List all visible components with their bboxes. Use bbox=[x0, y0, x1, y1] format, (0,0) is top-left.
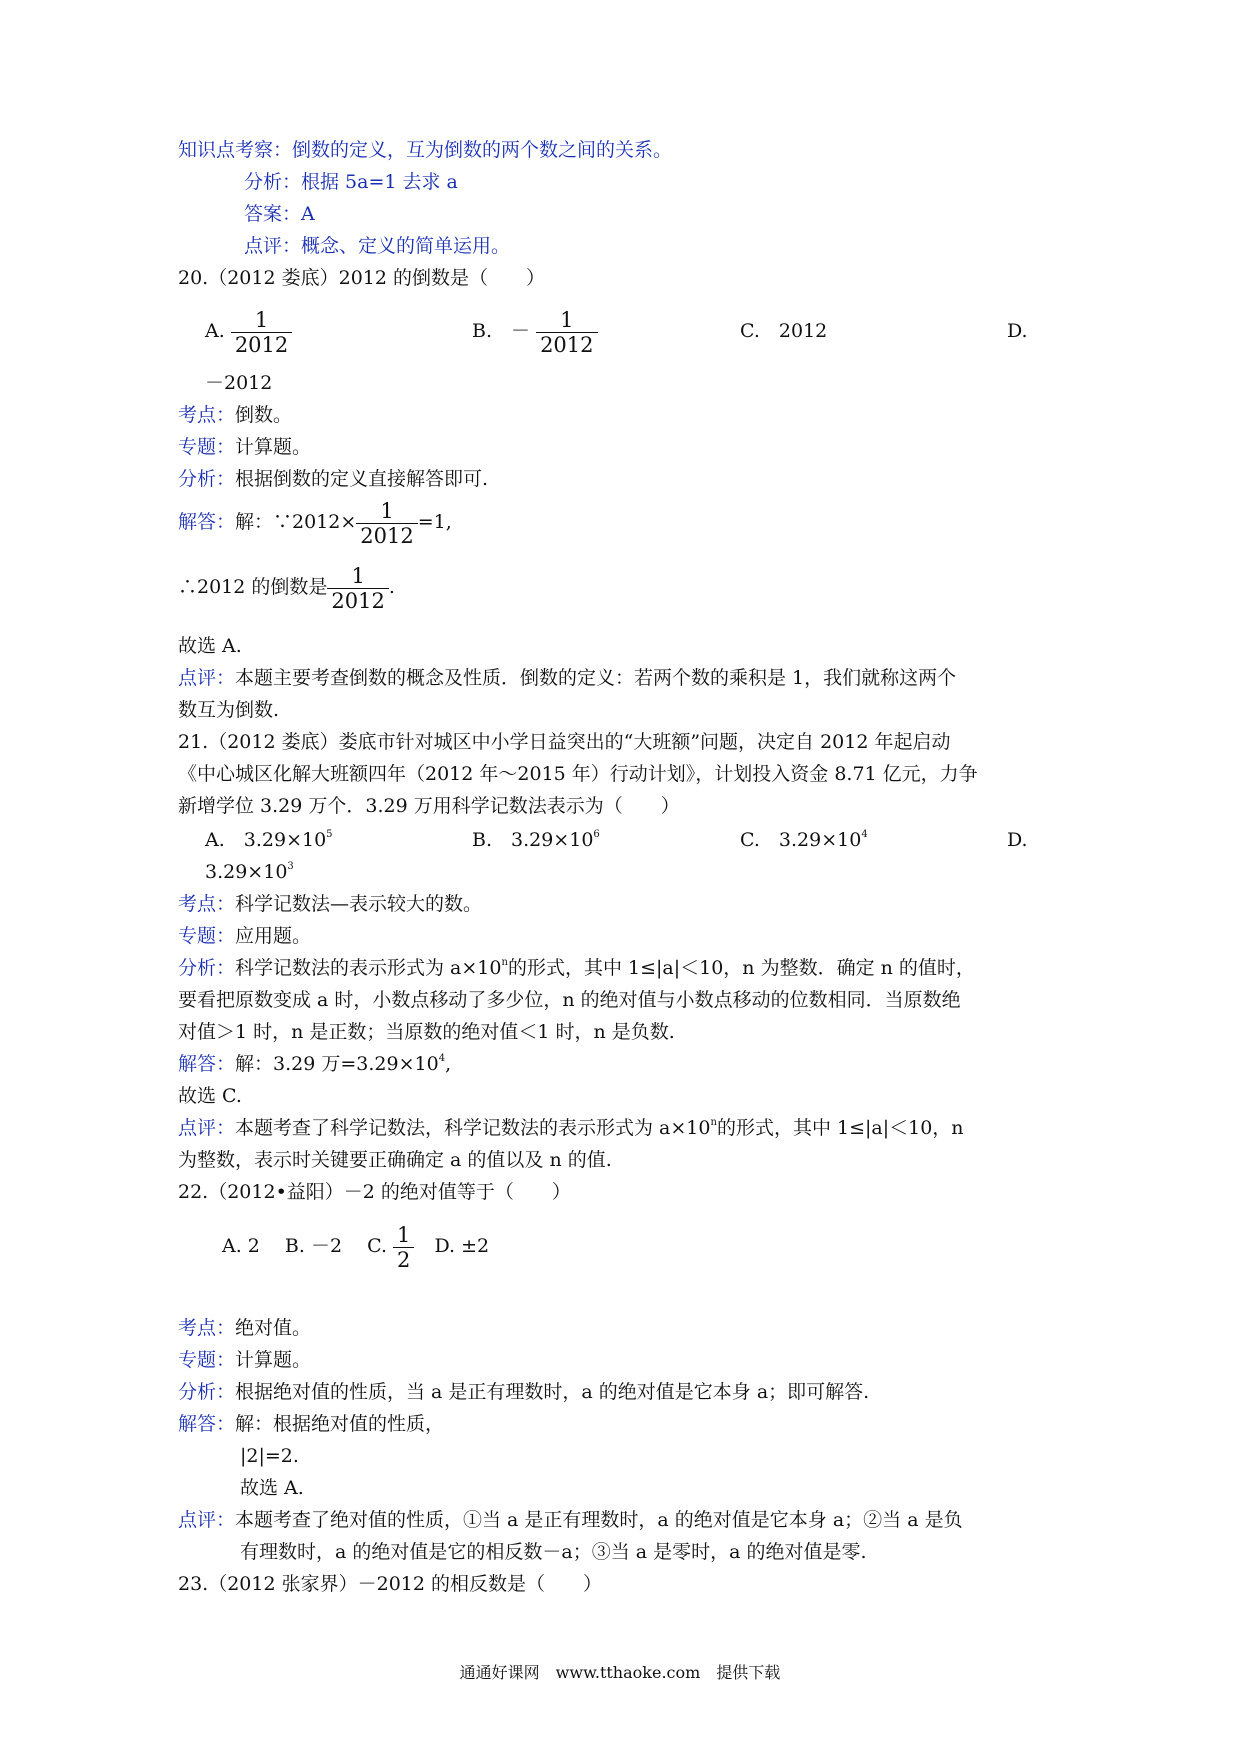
q20-option-b-num: 1 bbox=[536, 308, 597, 333]
q20-dianping-label: 点评： bbox=[178, 667, 236, 689]
q22-jieda-line bbox=[178, 1411, 444, 1437]
answer-text: A bbox=[301, 203, 315, 225]
q21-option-c-text: C. 3.29×10 bbox=[740, 829, 862, 851]
q21-option-d-exp: 3 bbox=[287, 861, 294, 872]
q20-dianping-text-1: 本题主要考查倒数的概念及性质．倒数的定义：若两个数的乘积是 1，我们就称这两个 bbox=[235, 667, 957, 689]
q22-stem: 22.（2012•益阳）－2 的绝对值等于（ ） bbox=[178, 1181, 571, 1203]
q20-therefore-post: . bbox=[388, 576, 395, 598]
q20-guxuan: 故选 A. bbox=[178, 635, 242, 657]
q21-jieda-exp: 4 bbox=[438, 1053, 446, 1064]
q20-kaodian-line bbox=[178, 402, 292, 428]
intro-answer-line bbox=[244, 201, 315, 227]
q22-options-ab: A. 2 B. －2 C. bbox=[222, 1235, 387, 1257]
q20-therefore-fraction bbox=[327, 564, 388, 613]
q20-zhuanti-text: 计算题。 bbox=[235, 436, 312, 458]
q20-jieda-fraction bbox=[356, 499, 417, 548]
q20-option-b-den: 2012 bbox=[540, 332, 594, 357]
analysis-label: 分析： bbox=[244, 171, 302, 193]
q20-option-a-num: 1 bbox=[231, 308, 292, 333]
q21-option-a bbox=[205, 827, 333, 853]
q21-fenxi-line-1 bbox=[178, 955, 975, 981]
q21-fenxi-line-3: 对值＞1 时，n 是正数；当原数的绝对值＜1 时，n 是负数. bbox=[178, 1021, 675, 1043]
q22-option-c-den: 2 bbox=[397, 1247, 411, 1272]
q21-jieda-b: , bbox=[445, 1053, 452, 1075]
q22-guxuan: 故选 A. bbox=[240, 1477, 304, 1499]
q22-kaodian-label: 考点： bbox=[178, 1317, 236, 1339]
q20-option-a bbox=[205, 307, 292, 357]
q21-fenxi-label: 分析： bbox=[178, 957, 236, 979]
q22-jieda-text: 解：根据绝对值的性质， bbox=[235, 1413, 445, 1435]
q20-therefore-line bbox=[178, 563, 395, 613]
q23-stem: 23.（2012 张家界）－2012 的相反数是（ ） bbox=[178, 1573, 603, 1595]
q20-stem: 20.（2012 娄底）2012 的倒数是（ ） bbox=[178, 267, 546, 289]
q21-kaodian-text: 科学记数法—表示较大的数。 bbox=[235, 893, 483, 915]
q22-fenxi-label: 分析： bbox=[178, 1381, 236, 1403]
q20-jieda-line bbox=[178, 498, 452, 548]
q22-zhuanti-label: 专题： bbox=[178, 1349, 236, 1371]
q22-fenxi-line bbox=[178, 1379, 869, 1405]
q22-kaodian-line bbox=[178, 1315, 311, 1341]
q21-fenxi-1b: 的形式，其中 1≤|a|＜10，n 为整数．确定 n 的值时， bbox=[507, 957, 975, 979]
intro-knowledge-line bbox=[178, 137, 672, 163]
q21-stem-1: 21.（2012 娄底）娄底市针对城区中小学日益突出的“大班额”问题，决定自 2012 年起启动 bbox=[178, 731, 951, 753]
q20-kaodian-label: 考点： bbox=[178, 404, 236, 426]
q21-option-d-text: 3.29×10 bbox=[205, 861, 288, 883]
q20-therefore-num: 1 bbox=[327, 564, 388, 589]
q20-option-b-fraction bbox=[536, 308, 597, 357]
q21-dianping-1b: 的形式，其中 1≤|a|＜10，n bbox=[716, 1117, 964, 1139]
q21-zhuanti-line bbox=[178, 923, 311, 949]
q22-zhuanti-text: 计算题。 bbox=[235, 1349, 312, 1371]
q21-jieda-label: 解答： bbox=[178, 1053, 236, 1075]
knowledge-label: 知识点考察： bbox=[178, 139, 293, 161]
q21-zhuanti-text: 应用题。 bbox=[235, 925, 312, 947]
q21-jieda-line bbox=[178, 1051, 451, 1077]
q21-option-c bbox=[740, 827, 868, 853]
comment-text: 概念、定义的简单运用。 bbox=[301, 235, 511, 257]
q22-fenxi-text: 根据绝对值的性质，当 a 是正有理数时，a 的绝对值是它本身 a；即可解答. bbox=[235, 1381, 870, 1403]
q20-therefore-den: 2012 bbox=[331, 588, 385, 613]
q21-option-b-exp: 6 bbox=[593, 829, 600, 840]
q20-jieda-post: =1, bbox=[417, 511, 452, 533]
intro-analysis-line bbox=[244, 169, 458, 195]
q20-jieda-num: 1 bbox=[356, 499, 417, 524]
q20-option-b-letter: B. － bbox=[472, 320, 531, 342]
q21-option-d-letter: D. bbox=[1007, 829, 1028, 851]
q21-option-a-text: A. 3.29×10 bbox=[205, 829, 327, 851]
q21-dianping-exp: n bbox=[710, 1117, 717, 1128]
q22-option-c-fraction bbox=[393, 1223, 414, 1272]
q21-dianping-1a: 本题考查了科学记数法，科学记数法的表示形式为 a×10 bbox=[235, 1117, 711, 1139]
q21-dianping-line-1 bbox=[178, 1115, 964, 1141]
q22-option-c-num: 1 bbox=[393, 1223, 414, 1248]
q22-dianping-line-2: 有理数时，a 的绝对值是它的相反数－a；③当 a 是零时，a 的绝对值是零. bbox=[240, 1541, 867, 1563]
q20-fenxi-text: 根据倒数的定义直接解答即可. bbox=[235, 468, 489, 490]
q21-option-b-text: B. 3.29×10 bbox=[472, 829, 594, 851]
q21-guxuan: 故选 C. bbox=[178, 1085, 242, 1107]
q20-fenxi-line bbox=[178, 466, 488, 492]
q21-kaodian-line bbox=[178, 891, 482, 917]
q21-zhuanti-label: 专题： bbox=[178, 925, 236, 947]
q22-options bbox=[222, 1222, 489, 1272]
q20-jieda-pre: 解：∵2012× bbox=[235, 511, 357, 533]
intro-comment-line bbox=[244, 233, 510, 259]
q20-dianping-line-2: 数互为倒数. bbox=[178, 699, 280, 721]
q20-jieda-den: 2012 bbox=[360, 523, 414, 548]
q20-kaodian-text: 倒数。 bbox=[235, 404, 293, 426]
q20-zhuanti-label: 专题： bbox=[178, 436, 236, 458]
q22-zhuanti-line bbox=[178, 1347, 311, 1373]
q21-fenxi-1a: 科学记数法的表示形式为 a×10 bbox=[235, 957, 502, 979]
q20-option-a-den: 2012 bbox=[234, 332, 289, 357]
q21-dianping-label: 点评： bbox=[178, 1117, 236, 1139]
q22-abs-line: |2|=2. bbox=[240, 1445, 299, 1467]
q21-dianping-line-2: 为整数，表示时关键要正确确定 a 的值以及 n 的值. bbox=[178, 1149, 612, 1171]
q20-dianping-line-1 bbox=[178, 665, 956, 691]
q20-option-a-letter: A. bbox=[205, 320, 225, 342]
q20-option-b bbox=[472, 307, 598, 357]
q21-option-d-value bbox=[205, 859, 294, 885]
q20-option-c: C. 2012 bbox=[740, 320, 828, 342]
q21-fenxi-exp: n bbox=[501, 957, 508, 968]
q20-jieda-label: 解答： bbox=[178, 511, 236, 533]
q22-dianping-line-1 bbox=[178, 1507, 963, 1533]
page-footer: 通通好课网 www.tthaoke.com 提供下载 bbox=[459, 1663, 781, 1682]
q21-option-c-exp: 4 bbox=[861, 829, 868, 840]
q21-stem-3: 新增学位 3.29 万个．3.29 万用科学记数法表示为（ ） bbox=[178, 795, 680, 817]
q20-option-d-letter: D. bbox=[1007, 320, 1028, 342]
answer-label: 答案： bbox=[244, 203, 302, 225]
q20-fenxi-label: 分析： bbox=[178, 468, 236, 490]
q22-dianping-label: 点评： bbox=[178, 1509, 236, 1531]
q20-option-a-fraction bbox=[231, 308, 292, 357]
q20-zhuanti-line bbox=[178, 434, 311, 460]
comment-label: 点评： bbox=[244, 235, 302, 257]
q20-option-d-value: －2012 bbox=[205, 372, 273, 394]
q22-kaodian-text: 绝对值。 bbox=[235, 1317, 312, 1339]
q21-kaodian-label: 考点： bbox=[178, 893, 236, 915]
q22-dianping-text-1: 本题考查了绝对值的性质，①当 a 是正有理数时，a 的绝对值是它本身 a；②当 a 是负 bbox=[235, 1509, 963, 1531]
analysis-text: 根据 5a=1 去求 a bbox=[301, 171, 458, 193]
q21-jieda-a: 解：3.29 万=3.29×10 bbox=[235, 1053, 439, 1075]
q21-fenxi-line-2: 要看把原数变成 a 时，小数点移动了多少位，n 的绝对值与小数点移动的位数相同．当原数绝 bbox=[178, 989, 961, 1011]
q20-therefore-pre: ∴2012 的倒数是 bbox=[178, 576, 328, 598]
q22-option-d: D. ±2 bbox=[434, 1235, 490, 1257]
q21-option-a-exp: 5 bbox=[326, 829, 333, 840]
q21-stem-2: 《中心城区化解大班额四年（2012 年～2015 年）行动计划》，计划投入资金 8.71 亿元，力争 bbox=[178, 763, 978, 785]
q22-jieda-label: 解答： bbox=[178, 1413, 236, 1435]
knowledge-text: 倒数的定义，互为倒数的两个数之间的关系。 bbox=[292, 139, 673, 161]
q21-option-b bbox=[472, 827, 600, 853]
